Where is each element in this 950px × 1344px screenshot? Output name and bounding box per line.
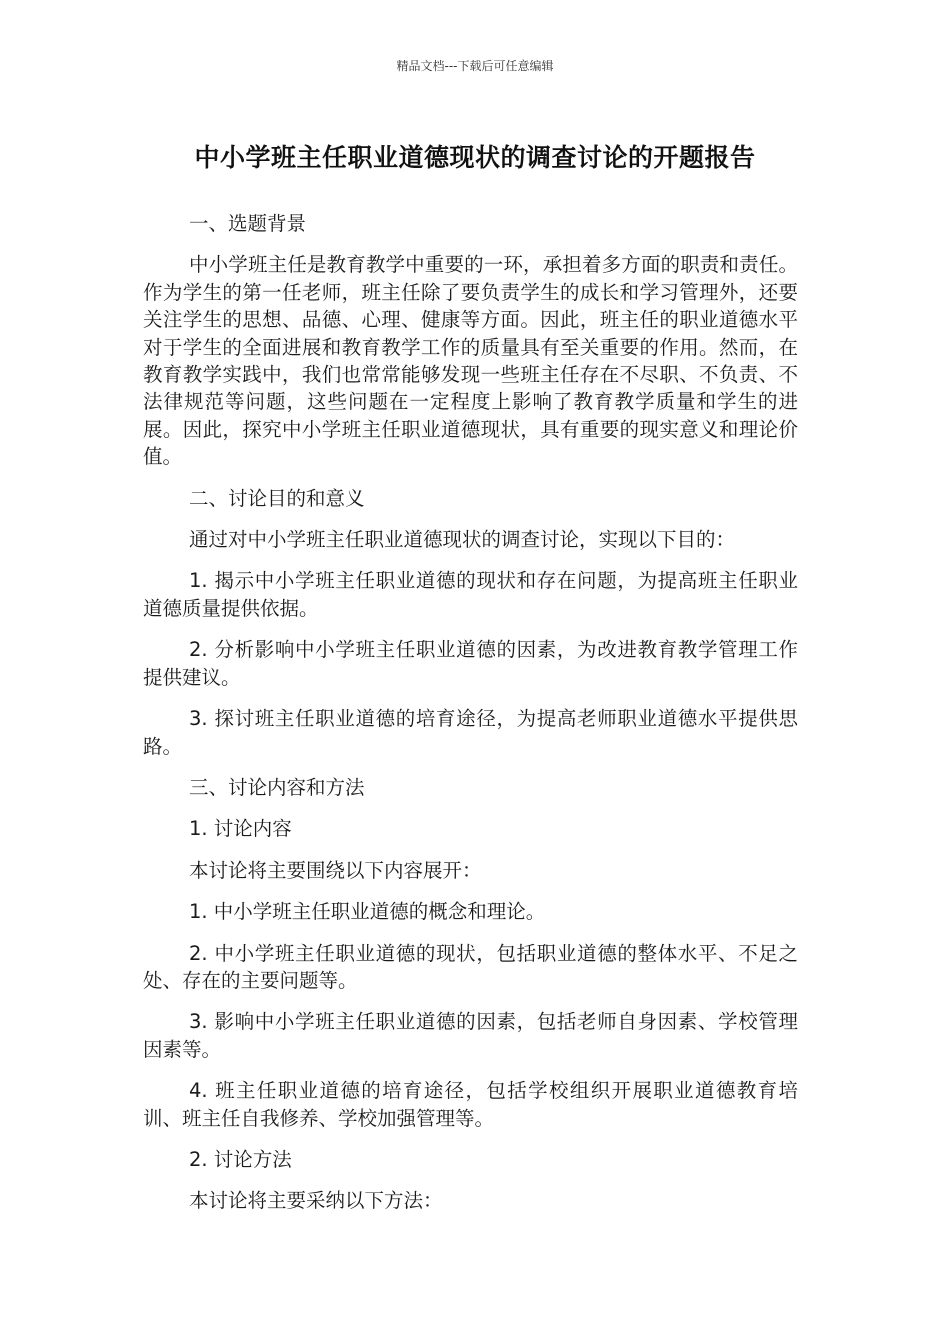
list-item-content-2: 2. 中小学班主任职业道德的现状，包括职业道德的整体水平、不足之处、存在的主要问题等。 <box>143 941 798 992</box>
paragraph-background: 中小学班主任是教育教学中重要的一环，承担着多方面的职责和责任。作为学生的第一任老师，班主任除了要负责学生的成长和学习管理外，还要关注学生的思想、品德、心理、健康等方面。因此，班主任的职业道德水平对于学生的全面进展和教育教学工作的质量具有至关重要的作用。然而，在教育教学实践中，我们也常常能够发现一些班主任存在不尽职、不负责、不法律规范等问题，这些问题在一定程度上影响了教育教学质量和学生的进展。因此，探究中小学班主任职业道德现状，具有重要的现实意义和理论价值。 <box>143 253 798 469</box>
document-title: 中小学班主任职业道德现状的调查讨论的开题报告 <box>194 143 756 172</box>
header-note: 精品文档---下载后可任意编辑 <box>396 59 554 73</box>
list-item-purpose-2: 2. 分析影响中小学班主任职业道德的因素，为改进教育教学管理工作提供建议。 <box>143 638 798 689</box>
list-item-purpose-1: 1. 揭示中小学班主任职业道德的现状和存在问题，为提高班主任职业道德质量提供依据。 <box>143 569 798 620</box>
section-heading-purpose: 二、讨论目的和意义 <box>189 486 365 510</box>
list-item-content-4: 4. 班主任职业道德的培育途径，包括学校组织开展职业道德教育培训、班主任自我修养、学校加强管理等。 <box>143 1079 798 1130</box>
subheading-method: 2. 讨论方法 <box>189 1147 292 1171</box>
subheading-content: 1. 讨论内容 <box>189 817 292 841</box>
list-item-content-3: 3. 影响中小学班主任职业道德的因素，包括老师自身因素、学校管理因素等。 <box>143 1010 798 1061</box>
paragraph-purpose-intro: 通过对中小学班主任职业道德现状的调查讨论，实现以下目的： <box>189 528 736 552</box>
paragraph-content-intro: 本讨论将主要围绕以下内容展开： <box>189 858 482 882</box>
paragraph-method-intro: 本讨论将主要采纳以下方法： <box>189 1189 443 1213</box>
document-body <box>143 210 798 1229</box>
section-heading-background: 一、选题背景 <box>189 212 307 235</box>
section-heading-content-method: 三、讨论内容和方法 <box>189 775 365 799</box>
list-item-purpose-3: 3. 探讨班主任职业道德的培育途径，为提高老师职业道德水平提供思路。 <box>143 707 798 758</box>
list-item-content-1: 1. 中小学班主任职业道德的概念和理论。 <box>189 900 546 924</box>
